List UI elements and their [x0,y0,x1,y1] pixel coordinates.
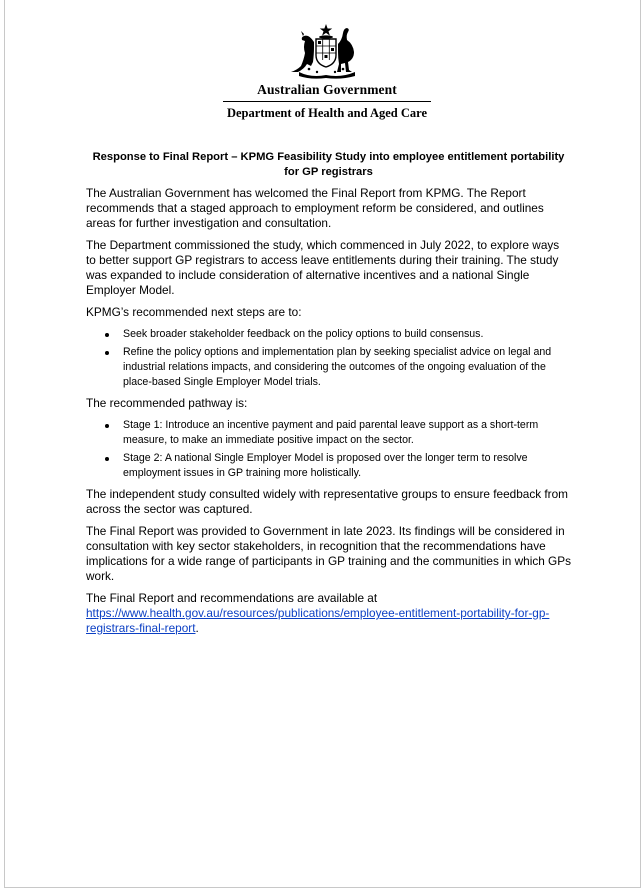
list-item-text: Stage 1: Introduce an incentive payment and paid parental leave support as a short-term measure, to make an immediate positive impact on the sector. [123,419,539,446]
study-paragraph: The Department commissioned the study, which commenced in July 2022, to explore ways to better support GP registrars to access leave entitlements during their training. The study was expanded to include consideration of alternative incentives and a national Single Employer Model. [86,238,560,297]
document-page [4,0,641,888]
availability-text: The Final Report and recommendations are available at [86,591,378,605]
list-item-text: Seek broader stakeholder feedback on the policy options to build consensus. [123,328,484,340]
government-name: Australian Government [257,82,397,97]
document-heading: Response to Final Report – KPMG Feasibility Study into employee entitlement portability for GP registrars [92,151,565,178]
bullet-icon [105,457,109,461]
link-end-punctuation: . [195,621,199,635]
findings-paragraph: The Final Report was provided to Government in late 2023. Its findings will be considered in consultation with key sector stakeholders, in recognition that the recommendations have implications for a wide range of participants in GP training and the communities in which GPs work. [86,524,572,583]
bullet-icon [105,333,109,337]
bullet-icon [105,351,109,355]
list-item [86,327,571,342]
list-item [86,418,571,448]
pathway-list [86,418,571,481]
pathway-intro: The recommended pathway is: [86,396,248,410]
final-report-link[interactable]: https://www.health.gov.au/resources/publications/employee-entitlement-portability-for-gp-registrars-final-report [86,606,550,635]
bullet-icon [105,424,109,428]
department-name: Department of Health and Aged Care [226,106,428,120]
intro-paragraph: The Australian Government has welcomed the Final Report from KPMG. The Report recommends that a staged approach to employment reform be considered, and outlines areas for further investigation and consultation. [86,186,544,230]
list-item-text: Stage 2: A national Single Employer Model is proposed over the longer term to resolve employment issues in GP training more holistically. [123,452,528,479]
list-item [86,345,571,390]
availability-paragraph [86,591,571,636]
next-steps-intro: KPMG’s recommended next steps are to: [86,305,302,319]
coat-of-arms-icon [287,22,365,80]
header-divider [223,101,431,102]
consultation-paragraph: The independent study consulted widely with representative groups to ensure feedback from across the sector was captured. [86,487,568,516]
next-steps-list [86,327,571,390]
list-item-text: Refine the policy options and implementation plan by seeking specialist advice on legal and industrial relations impacts, and considering the outcomes of the ongoing evaluation of the place-based Single Employer Model trials. [123,346,552,388]
list-item [86,451,571,481]
document-body [86,150,571,643]
